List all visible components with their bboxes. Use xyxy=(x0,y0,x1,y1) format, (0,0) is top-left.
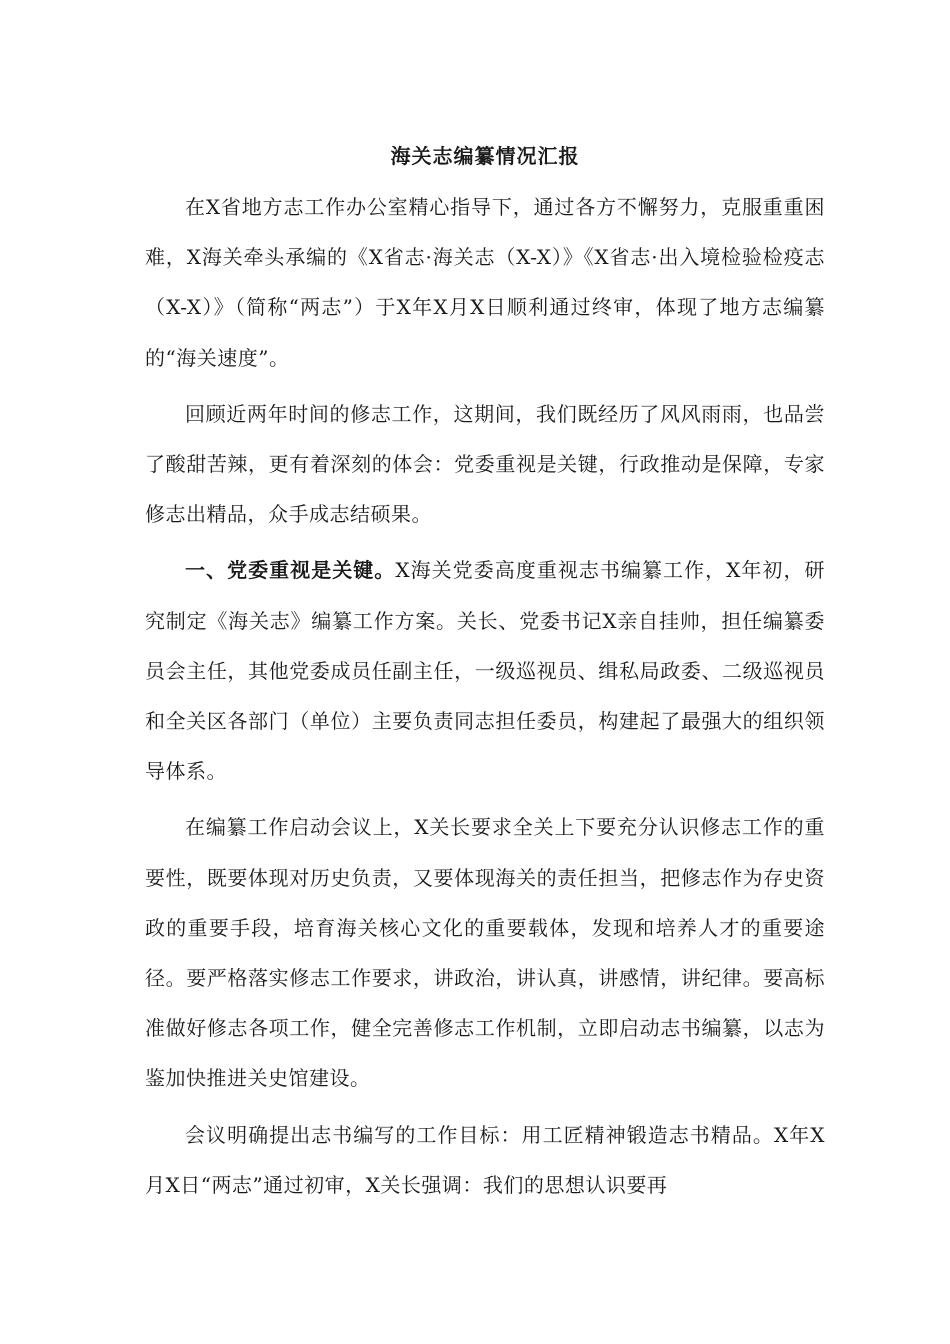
paragraph-text: 在编纂工作启动会议上，X关长要求全关上下要充分认识修志工作的重要性，既要体现对历史负责，又要体现海关的责任担当，把修志作为存史资政的重要手段，培育海关核心文化的重要载体，发现和培养人才的重要途径。要严格落实修志工作要求，讲政治，讲认真，讲感情，讲纪律。要高标准做好修志各项工作，健全完善修志工作机制，立即启动志书编纂，以志为鉴加快推进关史馆建设。 xyxy=(145,815,825,1091)
paragraph-text: X海关党委高度重视志书编纂工作，X年初，研究制定《海关志》编纂工作方案。关长、党委书记X亲自挂帅，担任编纂委员会主任，其他党委成员任副主任，一级巡视员、缉私局政委、二级巡视员和全关区各部门（单位）主要负责同志担任委员，构建起了最强大的组织领导体系。 xyxy=(145,558,825,784)
paragraph-text: 回顾近两年时间的修志工作，这期间，我们既经历了风风雨雨，也品尝了酸甜苦辣，更有着深刻的体会：党委重视是关键，行政推动是保障，专家修志出精品，众手成志结硕果。 xyxy=(145,401,825,527)
paragraph xyxy=(145,182,825,383)
document-title: 海关志编纂情况汇报 xyxy=(390,144,580,168)
document-page xyxy=(145,138,825,1216)
paragraph xyxy=(145,802,825,1103)
paragraph xyxy=(145,1110,825,1210)
section-heading: 一、党委重视是关键。 xyxy=(185,558,396,583)
paragraph xyxy=(145,545,825,796)
paragraph-text: 在X省地方志工作办公室精心指导下，通过各方不懈努力，克服重重困难，X海关牵头承编的《X省志·海关志（X-X）》《X省志·出入境检验检疫志（X-X）》（简称“两志”）于X年X月X日顺利通过终审，体现了地方志编纂的“海关速度”。 xyxy=(145,195,825,370)
paragraph xyxy=(145,389,825,540)
paragraph-text: 会议明确提出志书编写的工作目标：用工匠精神锻造志书精品。X年X月X日“两志”通过初审，X关长强调：我们的思想认识要再 xyxy=(145,1122,825,1197)
